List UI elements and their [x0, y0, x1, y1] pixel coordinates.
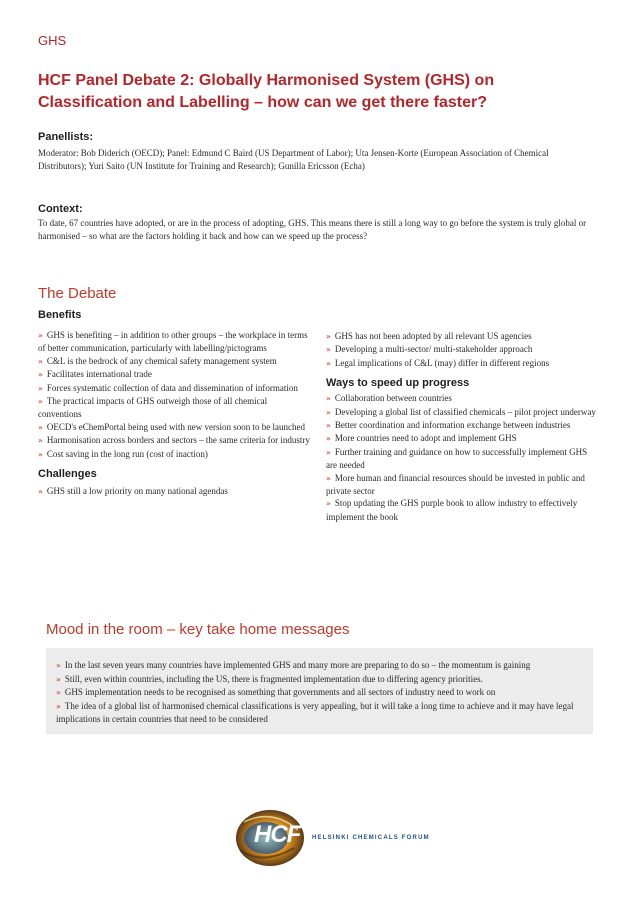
bullet-icon: »: [56, 674, 61, 684]
list-item-text: Still, even within countries, including the US, there is fragmented implementation due to differing agency priorities.: [64, 673, 483, 684]
list-item-text: In the last seven years many countries have implemented GHS and many more are preparing to do so – the momentum is gaining: [64, 660, 531, 670]
list-item: [56, 673, 581, 687]
bullet-icon: »: [38, 449, 43, 459]
list-item: [326, 357, 596, 370]
list-item: [326, 497, 596, 523]
bullet-icon: »: [38, 436, 43, 446]
bullet-icon: »: [38, 422, 43, 432]
bullet-icon: »: [38, 383, 43, 393]
bullet-icon: »: [326, 345, 331, 355]
benefits-list: [38, 329, 312, 461]
list-item-text: C&L is the bedrock of any chemical safety management system: [46, 355, 277, 366]
bullet-icon: »: [326, 421, 331, 431]
bullet-icon: »: [38, 356, 43, 366]
bullet-icon: »: [56, 688, 61, 698]
hcf-logo: [232, 808, 442, 868]
list-item-text: More human and financial resources should be invested in public and private sector: [326, 472, 585, 497]
list-item: [38, 355, 312, 368]
context-block: [38, 203, 598, 243]
benefits-heading: Benefits: [38, 309, 82, 321]
list-item-text: Harmonisation across borders and sectors – the same criteria for industry: [46, 435, 310, 446]
bullet-icon: »: [326, 434, 331, 444]
list-item: [38, 329, 312, 355]
list-item: [326, 446, 596, 472]
list-item: [38, 421, 312, 434]
bullet-icon: »: [38, 487, 43, 497]
list-item-text: GHS has not been adopted by all relevant US agencies: [334, 331, 532, 341]
speedup-heading: Ways to speed up progress: [326, 377, 470, 390]
debate-heading: The Debate: [38, 285, 117, 302]
logo-caption: HELSINKI CHEMICALS FORUM: [312, 835, 430, 841]
mood-list: [56, 659, 581, 726]
bullet-icon: »: [56, 701, 61, 711]
mood-box: [46, 648, 593, 734]
challenges-continued-list: [326, 330, 596, 370]
list-item: [56, 659, 581, 673]
list-item: [56, 700, 581, 726]
list-item-text: Developing a multi-sector/ multi-stakeholder approach: [334, 344, 533, 355]
panellists-text: Moderator: Bob Diderich (OECD); Panel: Edmund C Baird (US Department of Labor); Uta Jensen-Korte (European Association of Chemical Distributors); Yuri Saito (UN Institute for Training and Research); Gunilla Ericsson (Echa): [38, 148, 549, 171]
list-item-text: Facilitates international trade: [46, 369, 152, 380]
bullet-icon: »: [326, 499, 331, 509]
challenges-list: [38, 485, 312, 498]
bullet-icon: »: [326, 473, 331, 483]
debate-left-column: [38, 309, 312, 498]
bullet-icon: »: [326, 394, 331, 404]
bullet-icon: »: [326, 358, 331, 368]
bullet-icon: »: [38, 370, 43, 380]
list-item: [56, 686, 581, 700]
list-item-text: Forces systematic collection of data and dissemination of information: [46, 382, 298, 393]
page-title: HCF Panel Debate 2: Globally Harmonised System (GHS) on Classification and Labelling – how can we get there faster?: [38, 72, 495, 111]
list-item-text: GHS still a low priority on many national agendas: [46, 486, 228, 497]
bullet-icon: »: [326, 447, 331, 457]
list-item: [326, 330, 596, 343]
list-item: [38, 395, 312, 421]
context-text: To date, 67 countries have adopted, or are in the process of adopting, GHS. This means there is still a long way to go before the system is truly global or harmonised – so what are the factors holding it back and how can we speed up the process?: [38, 218, 587, 241]
bullet-icon: »: [56, 661, 61, 670]
bullet-icon: »: [326, 407, 331, 417]
list-item-text: Better coordination and information exchange between industries: [334, 420, 571, 431]
list-item-text: Further training and guidance on how to successfully implement GHS are needed: [326, 446, 588, 471]
list-item: [38, 434, 312, 447]
list-item: [326, 419, 596, 432]
list-item: [38, 485, 312, 498]
list-item: [326, 343, 596, 356]
bullet-icon: »: [326, 332, 331, 341]
list-item-text: GHS implementation needs to be recognised as something that governments and all sectors of industry need to work on: [64, 687, 496, 698]
list-item: [326, 432, 596, 445]
list-item: [326, 472, 596, 498]
list-item-text: OECD's eChemPortal being used with new version soon to be launched: [46, 421, 305, 432]
list-item-text: Stop updating the GHS purple book to allow industry to effectively implement the book: [326, 498, 578, 522]
list-item-text: Legal implications of C&L (may) differ in different regions: [334, 357, 550, 368]
list-item: [38, 448, 312, 461]
list-item-text: Cost saving in the long run (cost of inaction): [46, 448, 208, 459]
list-item: [38, 368, 312, 381]
bullet-icon: »: [38, 331, 43, 340]
speedup-list: [326, 392, 596, 523]
list-item: [326, 392, 596, 405]
panellists-heading: Panellists:: [38, 131, 94, 143]
list-item-text: The idea of a global list of harmonised chemical classifications is very appealing, but it will take a long time to achieve and it may have legal implications in certain countries that need to be considered: [56, 700, 574, 725]
section-tag: GHS: [38, 33, 67, 48]
mood-heading: Mood in the room – key take home messages: [46, 621, 350, 638]
list-item-text: More countries need to adopt and implement GHS: [334, 433, 517, 444]
bullet-icon: »: [38, 397, 43, 407]
list-item-text: Collaboration between countries: [334, 393, 452, 404]
panellists-block: [38, 131, 598, 173]
challenges-heading: Challenges: [38, 468, 97, 481]
list-item: [326, 406, 596, 419]
list-item-text: The practical impacts of GHS outweigh those of all chemical conventions: [38, 396, 268, 420]
debate-right-column: [326, 330, 596, 523]
context-heading: Context:: [38, 203, 83, 215]
list-item-text: Developing a global list of classified chemicals – pilot project underway: [334, 406, 596, 417]
list-item: [38, 382, 312, 395]
logo-mark: HCF: [254, 821, 301, 848]
list-item-text: GHS is benefiting – in addition to other groups – the workplace in terms of better communication, particularly with labelling/pictograms: [38, 330, 308, 354]
